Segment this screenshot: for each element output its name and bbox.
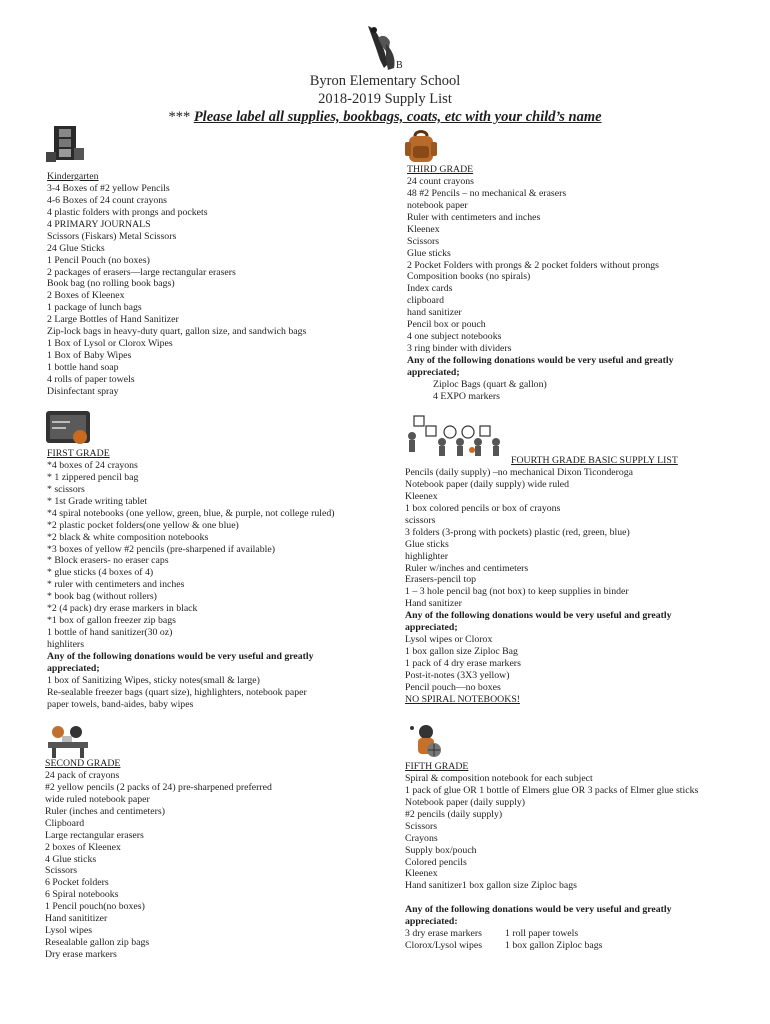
list-item: * book bag (without rollers) (47, 591, 157, 603)
list-item: Ruler with centimeters and inches (407, 211, 541, 223)
fifth-grade-heading: FIFTH GRADE (405, 761, 469, 772)
list-item: 2 packages of erasers—large rectangular erasers (47, 266, 236, 278)
kids-at-desk-icon (44, 722, 92, 758)
list-item: 1 Box of Baby Wipes (47, 350, 132, 362)
list-item: 1 – 3 hole pencil bag (not box) to keep supplies in binder (405, 586, 629, 598)
list-item: Resealable gallon zip bags (45, 937, 150, 949)
list-item: 24 pack of crayons (45, 769, 120, 781)
list-item: 3-4 Boxes of #2 yellow Pencils (47, 182, 170, 194)
list-item: #2 pencils (daily supply) (405, 808, 503, 820)
no-spiral-note: NO SPIRAL NOTEBOOKS! (405, 693, 521, 705)
list-item: hand sanitizer (407, 307, 462, 319)
list-item: Glue sticks (407, 247, 451, 259)
list-item: Supply box/pouch (405, 844, 477, 856)
list-item: Notebook paper (daily supply) wide ruled (405, 478, 570, 490)
list-item: Scissors (45, 865, 78, 877)
list-item: 4 plastic folders with prongs and pockets (47, 206, 208, 218)
list-item: Glue sticks (405, 538, 449, 550)
list-item: Index cards (407, 283, 453, 295)
list-item: Erasers-pencil top (405, 574, 476, 586)
donation-item: 1 box gallon size Ziploc Bag (405, 646, 518, 658)
list-item: 1 box colored pencils or box of crayons (405, 502, 561, 514)
school-name: Byron Elementary School (309, 73, 461, 89)
list-item: wide ruled notebook paper (45, 793, 150, 805)
spacer (405, 892, 698, 904)
list-item: Zip-lock bags in heavy-duty quart, gallon size, and sandwich bags (47, 326, 307, 338)
fifth-grade-section (405, 761, 698, 952)
list-item: 1 Box of Lysol or Clorox Wipes (47, 338, 173, 350)
list-item: Crayons (405, 832, 438, 844)
list-item: Lysol wipes (45, 925, 93, 937)
list-item: 2 Pocket Folders with prongs & 2 pocket folders without prongs (407, 259, 659, 271)
fourth-grade-heading (511, 455, 678, 467)
first-grade-section (47, 448, 334, 711)
donation-row (405, 940, 698, 952)
list-item: Notebook paper (daily supply) (405, 796, 525, 808)
list-item: 1 Pencil Pouch (no boxes) (47, 254, 150, 266)
list-item: Kleenex (407, 223, 440, 235)
list-item: * glue sticks (4 boxes of 4) (47, 567, 154, 579)
third-grade-heading: THIRD GRADE (407, 164, 474, 175)
list-title: 2018-2019 Supply List (318, 91, 452, 107)
list-item: 1 Pencil pouch(no boxes) (45, 901, 145, 913)
third-grade-section (407, 164, 674, 403)
notice-prefix: *** (168, 109, 191, 125)
eagle-logo-icon (358, 24, 414, 74)
list-item: Clipboard (45, 817, 85, 829)
list-item: Ruler (inches and centimeters) (45, 805, 165, 817)
list-item: Colored pencils (405, 856, 467, 868)
list-item: 4 PRIMARY JOURNALS (47, 218, 151, 230)
fourth-grade-heading-text: FOURTH GRADE BASIC SUPPLY LIST (511, 455, 678, 466)
list-item: Pencil box or pouch (407, 319, 486, 331)
list-item: 1 package of lunch bags (47, 302, 142, 314)
list-item: highliters (47, 639, 85, 650)
donation-heading-cont: appreciated; (47, 662, 100, 674)
donation-heading-cont: appreciated: (405, 916, 458, 928)
kindergarten-heading: Kindergarten (47, 171, 99, 182)
donation-item-right: 1 roll paper towels (505, 928, 579, 940)
donation-item: 1 pack of 4 dry erase markers (405, 658, 521, 669)
donation-heading-cont: appreciated; (407, 366, 460, 378)
list-item: Hand sanitizer1 box gallon size Ziploc bags (405, 880, 577, 892)
chalkboard-icon (46, 411, 90, 447)
list-item: Hand sanititizer (45, 913, 108, 925)
donation-heading: Any of the following donations would be very useful and greatly (405, 610, 672, 622)
list-item: Large rectangular erasers (45, 829, 144, 841)
list-item: 48 #2 Pencils – no mechanical & erasers (407, 187, 567, 199)
school-kids-icon (404, 414, 508, 458)
student-with-globe-icon (404, 720, 444, 760)
donation-heading: Any of the following donations would be very useful and greatly (407, 355, 674, 366)
list-item: Composition books (no spirals) (407, 271, 531, 283)
list-item: notebook paper (407, 199, 468, 211)
list-item: 1 bottle of hand sanitizer(30 oz) (47, 627, 173, 639)
list-item: Pencils (daily supply) –no mechanical Dixon Ticonderoga (405, 467, 634, 478)
first-grade-heading: FIRST GRADE (47, 448, 110, 459)
list-item: Scissors (Fiskars) Metal Scissors (47, 230, 177, 242)
list-item: clipboard (407, 295, 444, 307)
list-item: 1 bottle hand soap (47, 362, 119, 373)
list-item: *4 boxes of 24 crayons (47, 459, 138, 471)
list-item: Disinfectant spray (47, 385, 119, 397)
donation-row (405, 928, 698, 940)
list-item: * 1st Grade writing tablet (47, 495, 148, 507)
kindergarten-section (47, 171, 306, 398)
list-item: Hand sanitizer (405, 598, 462, 610)
donation-item: Lysol wipes or Clorox (405, 634, 493, 646)
donation-item-left: Clorox/Lysol wipes (405, 940, 483, 952)
list-item: Kleenex (405, 868, 438, 880)
donation-item: paper towels, band-aides, baby wipes (47, 698, 194, 710)
list-item: 4-6 Boxes of 24 count crayons (47, 194, 167, 206)
donation-item: 1 box of Sanitizing Wipes, sticky notes(small & large) (47, 674, 260, 686)
donation-heading-cont: appreciated; (405, 622, 458, 634)
backpack-icon (403, 128, 439, 164)
list-item: *4 spiral notebooks (one yellow, green, blue, & purple, not college ruled) (47, 507, 335, 519)
list-item: 4 rolls of paper towels (47, 373, 135, 385)
list-item: Ruler w/inches and centimeters (405, 562, 529, 574)
list-item: * scissors (47, 483, 85, 495)
list-item: *2 (4 pack) dry erase markers in black (47, 603, 198, 615)
list-item: 24 count crayons (407, 175, 474, 187)
second-grade-section (45, 758, 272, 961)
list-item: Dry erase markers (45, 949, 117, 960)
list-item: #2 yellow pencils (2 packs of 24) pre-sharpened preferred (45, 781, 272, 793)
donation-heading: Any of the following donations would be very useful and greatly (47, 650, 314, 662)
second-grade-heading: SECOND GRADE (45, 758, 121, 769)
list-item: Kleenex (405, 490, 438, 502)
list-item: Scissors (407, 235, 440, 247)
list-item: * ruler with centimeters and inches (47, 579, 185, 591)
list-item: Book bag (no rolling book bags) (47, 278, 175, 290)
list-item: * Block erasers- no eraser caps (47, 555, 169, 567)
list-item: 6 Spiral notebooks (45, 889, 119, 901)
donation-heading: Any of the following donations would be very useful and greatly (405, 904, 672, 916)
donation-item: Pencil pouch—no boxes (405, 681, 501, 693)
list-item: 3 ring binder with dividers (407, 343, 512, 355)
abc-blocks-icon (46, 126, 84, 162)
list-item: scissors (405, 514, 436, 526)
list-item: *2 plastic pocket folders(one yellow & one blue) (47, 519, 239, 531)
list-item: 4 one subject notebooks (407, 331, 502, 343)
list-item: 4 Glue sticks (45, 853, 97, 865)
list-item: * 1 zippered pencil bag (47, 471, 139, 483)
list-item: 2 Boxes of Kleenex (47, 290, 125, 302)
donation-item-left: 3 dry erase markers (405, 928, 482, 940)
list-item: *2 black & white composition notebooks (47, 531, 209, 543)
donation-item: 4 EXPO markers (433, 390, 500, 402)
list-item: Scissors (405, 820, 438, 832)
list-item: Spiral & composition notebook for each subject (405, 772, 593, 784)
list-item: highlighter (405, 550, 448, 562)
list-item: 1 pack of glue OR 1 bottle of Elmers glue OR 3 packs of Elmer glue sticks (405, 784, 699, 796)
list-item: 6 Pocket folders (45, 877, 109, 889)
list-item: *3 boxes of yellow #2 pencils (pre-sharpened if available) (47, 543, 275, 555)
donation-item: Post-it-notes (3X3 yellow) (405, 669, 510, 681)
donation-item-right: 1 box gallon Ziploc bags (505, 940, 603, 952)
fourth-grade-section (405, 467, 672, 706)
list-item: *1 box of gallon freezer zip bags (47, 615, 176, 627)
list-item: 3 folders (3-prong with pockets) plastic (red, green, blue) (405, 526, 630, 538)
list-item: 2 boxes of Kleenex (45, 841, 121, 853)
svg-text:B: B (396, 60, 403, 71)
donation-item: Re-sealable freezer bags (quart size), highlighters, notebook paper (47, 686, 307, 698)
notice-text: Please label all supplies, bookbags, coats, etc with your child’s name (193, 109, 602, 125)
label-notice (0, 109, 770, 126)
list-item: 2 Large Bottles of Hand Sanitizer (47, 314, 179, 326)
list-item: 24 Glue Sticks (47, 242, 105, 254)
donation-item: Ziploc Bags (quart & gallon) (433, 378, 547, 390)
